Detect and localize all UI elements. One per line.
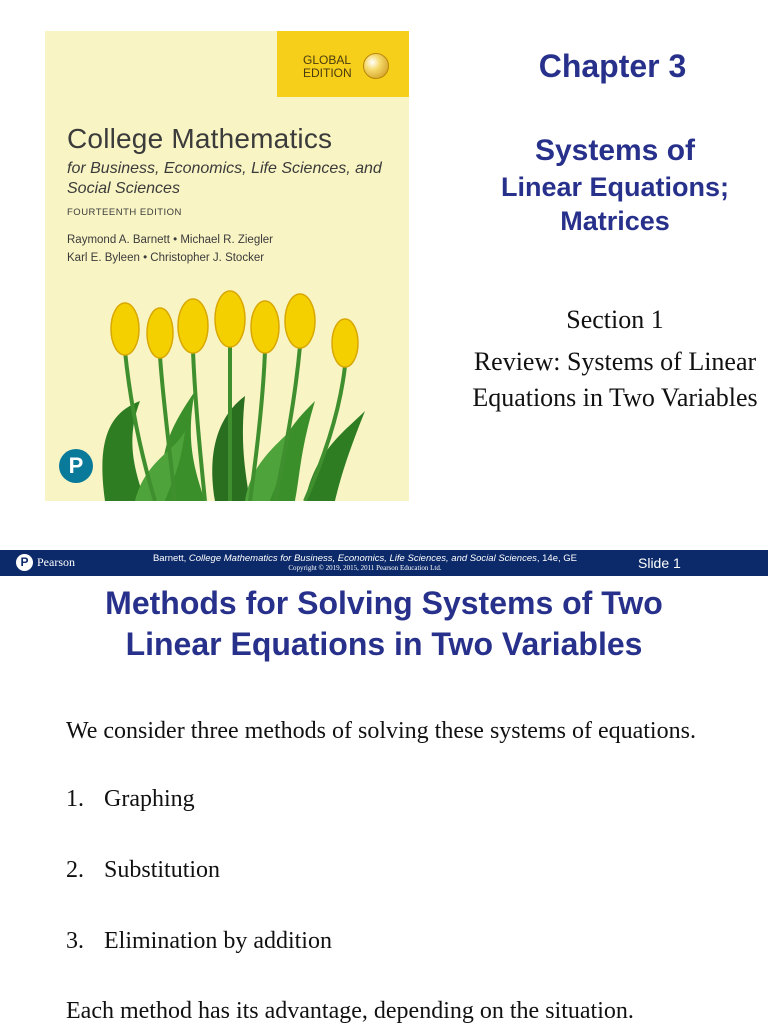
footer-citation <box>110 553 620 572</box>
list-item <box>66 855 706 885</box>
chapter-topic <box>465 132 765 238</box>
book-title: College Mathematics <box>67 123 333 154</box>
book-subtitle: for Business, Economics, Life Sciences, and Social Sciences <box>67 160 382 197</box>
globe-icon <box>363 53 389 79</box>
pearson-footer-logo <box>16 554 75 571</box>
slide2-intro: We consider three methods of solving these systems of equations. <box>66 718 696 744</box>
section-description: Review: Systems of Linear Equations in Two Variables <box>472 347 758 412</box>
list-item-label: Graphing <box>104 786 195 812</box>
slide2-outro: Each method has its advantage, depending on the situation. <box>66 998 634 1024</box>
section-number: Section 1 <box>566 305 664 334</box>
tulips-image <box>45 281 409 501</box>
list-item-label: Substitution <box>104 857 221 883</box>
list-item-label: Elimination by addition <box>104 928 332 954</box>
list-item-number: 2. <box>66 857 84 883</box>
list-item-number: 3. <box>66 928 84 954</box>
chapter-heading: Chapter 3 <box>538 48 687 84</box>
topic-line-1: Systems of <box>534 134 696 167</box>
pearson-logo-icon: P <box>59 449 93 483</box>
topic-line-2: Linear Equations; Matrices <box>500 172 730 236</box>
pearson-wordmark: Pearson <box>37 555 75 569</box>
authors-line-1: Raymond A. Barnett • Michael R. Ziegler <box>67 234 274 246</box>
slide2-title: Methods for Solving Systems of Two Linear Equations in Two Variables <box>105 585 663 662</box>
methods-slide <box>0 576 768 1024</box>
section-block <box>465 302 765 416</box>
authors-line-2: Karl E. Byleen • Christopher J. Stocker <box>67 252 265 264</box>
book-edition: FOURTEENTH EDITION <box>67 207 182 218</box>
pearson-p-icon: P <box>16 554 33 571</box>
methods-list <box>66 784 706 997</box>
global-edition-badge: GLOBAL EDITION <box>303 53 352 80</box>
citation-edition: , 14e, GE <box>536 553 578 564</box>
list-item <box>66 784 706 814</box>
citation-title: College Mathematics for Business, Economics, Life Sciences, and Social Sciences <box>188 553 537 564</box>
slide-footer <box>0 550 768 576</box>
book-cover <box>45 31 409 501</box>
list-item-number: 1. <box>66 786 84 812</box>
copyright-notice: Copyright © 2019, 2015, 2011 Pearson Education Ltd. <box>288 564 442 572</box>
slide-number: Slide 1 <box>638 555 681 571</box>
list-item <box>66 926 706 956</box>
citation-author: Barnett, <box>152 553 189 564</box>
book-authors <box>67 231 397 267</box>
